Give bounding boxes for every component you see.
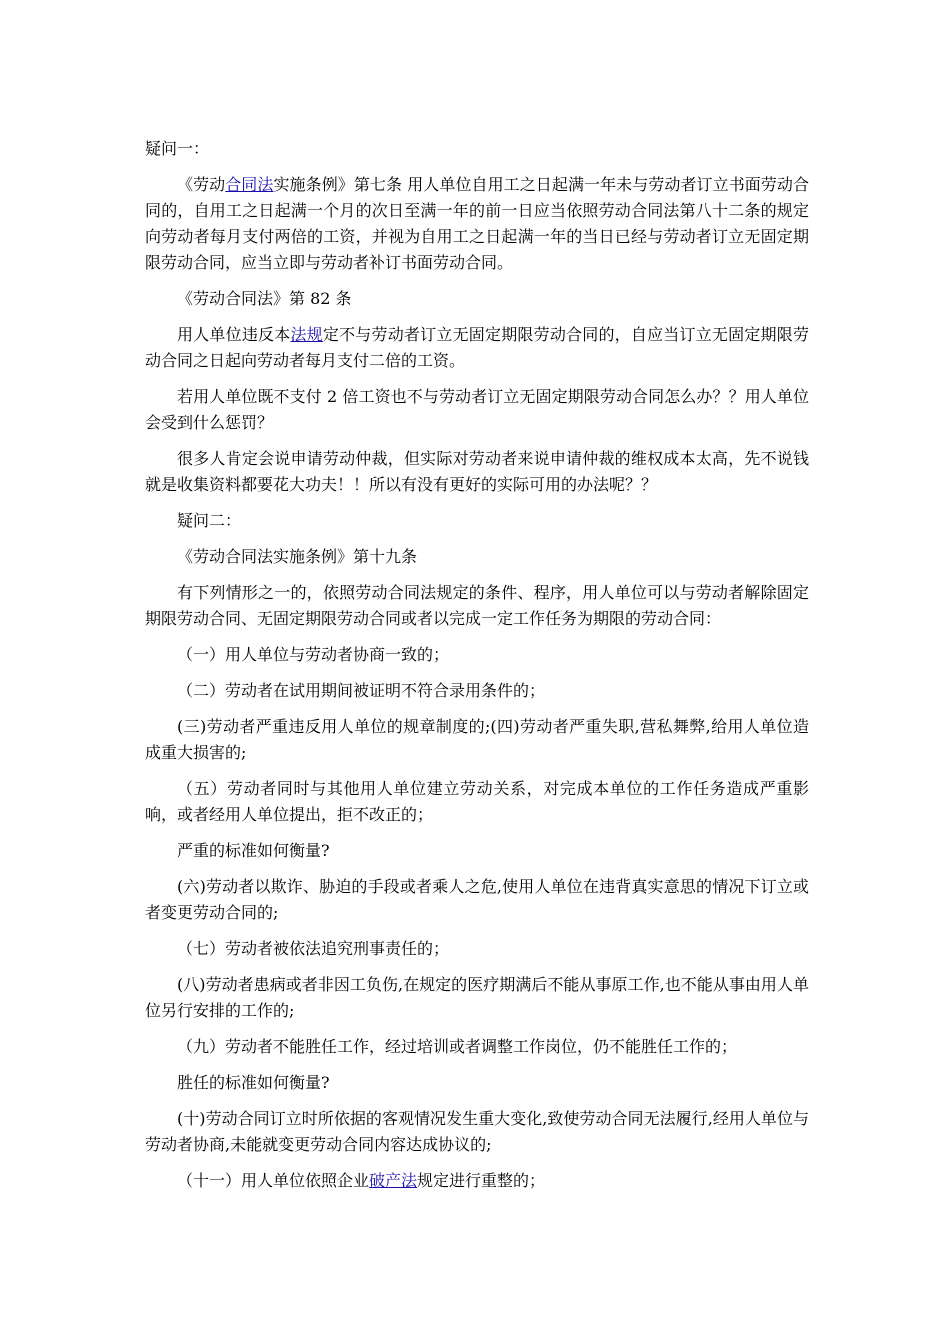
paragraph-p2 [145, 286, 809, 312]
text-segment: 定不与劳动者订立无固定期限劳动合同的，自应当订立无固定期限劳动合同之日起向劳动者每月支付二倍的工资。 [145, 325, 809, 370]
paragraph-q4 [145, 1070, 809, 1096]
text-segment: （七）劳动者被依法追究刑事责任的； [177, 939, 450, 958]
paragraph-p1 [145, 172, 809, 276]
paragraph-p4 [145, 384, 809, 436]
text-segment: （二）劳动者在试用期间被证明不符合录用条件的； [177, 681, 546, 700]
inline-link[interactable]: 合同法 [225, 175, 274, 194]
paragraph-i2 [145, 678, 809, 704]
paragraph-i8 [145, 972, 809, 1024]
paragraph-q2 [145, 508, 809, 534]
text-segment: (八)劳动者患病或者非因工负伤,在规定的医疗期满后不能从事原工作,也不能从事由用人单位另行安排的工作的; [145, 975, 809, 1020]
paragraph-q3 [145, 838, 809, 864]
text-segment: 用人单位违反本 [177, 325, 291, 344]
text-segment: （十一）用人单位依照企业 [177, 1171, 370, 1190]
text-segment: (六)劳动者以欺诈、胁迫的手段或者乘人之危,使用人单位在违背真实意思的情况下订立或者变更劳动合同的; [145, 877, 809, 922]
text-segment: （九）劳动者不能胜任工作，经过培训或者调整工作岗位，仍不能胜任工作的； [177, 1037, 738, 1056]
paragraph-q1 [145, 136, 809, 162]
paragraph-i9 [145, 1034, 809, 1060]
text-segment: (十)劳动合同订立时所依据的客观情况发生重大变化,致使劳动合同无法履行,经用人单位与劳动者协商,未能就变更劳动合同内容达成协议的; [145, 1109, 809, 1154]
paragraph-i10 [145, 1106, 809, 1158]
inline-link[interactable]: 法规 [290, 325, 323, 344]
text-segment: (三)劳动者严重违反用人单位的规章制度的;(四)劳动者严重失职,营私舞弊,给用人单位造成重大损害的; [145, 717, 809, 762]
paragraph-i6 [145, 874, 809, 926]
text-segment: 有下列情形之一的，依照劳动合同法规定的条件、程序，用人单位可以与劳动者解除固定期限劳动合同、无固定期限劳动合同或者以完成一定工作任务为期限的劳动合同： [145, 583, 809, 628]
text-segment: （一）用人单位与劳动者协商一致的； [177, 645, 450, 664]
paragraph-p6 [145, 544, 809, 570]
text-segment: 疑问一： [145, 139, 210, 158]
text-segment: （五）劳动者同时与其他用人单位建立劳动关系，对完成本单位的工作任务造成严重影响，或者经用人单位提出，拒不改正的； [145, 779, 809, 824]
text-segment: 很多人肯定会说申请劳动仲裁，但实际对劳动者来说申请仲裁的维权成本太高，先不说钱就是收集资料都要花大功夫！！所以有没有更好的实际可用的办法呢？？ [145, 449, 809, 494]
text-segment: 疑问二： [177, 511, 242, 530]
paragraph-i7 [145, 936, 809, 962]
text-segment: 胜任的标准如何衡量? [177, 1073, 330, 1092]
paragraph-i1 [145, 642, 809, 668]
text-segment: 严重的标准如何衡量? [177, 841, 330, 860]
paragraph-p3 [145, 322, 809, 374]
text-segment: 《劳动合同法》第 82 条 [177, 289, 352, 308]
document-body [145, 136, 809, 1204]
paragraph-i5 [145, 776, 809, 828]
paragraph-i3 [145, 714, 809, 766]
paragraph-p5 [145, 446, 809, 498]
inline-link[interactable]: 破产法 [369, 1171, 418, 1190]
paragraph-p7 [145, 580, 809, 632]
text-segment: 《劳动 [177, 175, 226, 194]
text-segment: 实施条例》第七条 用人单位自用工之日起满一年未与劳动者订立书面劳动合同的，自用工之日起满一个月的次日至满一年的前一日应当依照劳动合同法第八十二条的规定向劳动者每月支付两倍的工资，并视为自用工之日起满一年的当日已经与劳动者订立无固定期限劳动合同，应当立即与劳动者补订书面劳动合同。 [145, 175, 809, 272]
text-segment: 《劳动合同法实施条例》第十九条 [177, 547, 418, 566]
paragraph-i11 [145, 1168, 809, 1194]
text-segment: 若用人单位既不支付 2 倍工资也不与劳动者订立无固定期限劳动合同怎么办？？用人单位会受到什么惩罚？ [145, 387, 809, 432]
text-segment: 规定进行重整的； [417, 1171, 546, 1190]
